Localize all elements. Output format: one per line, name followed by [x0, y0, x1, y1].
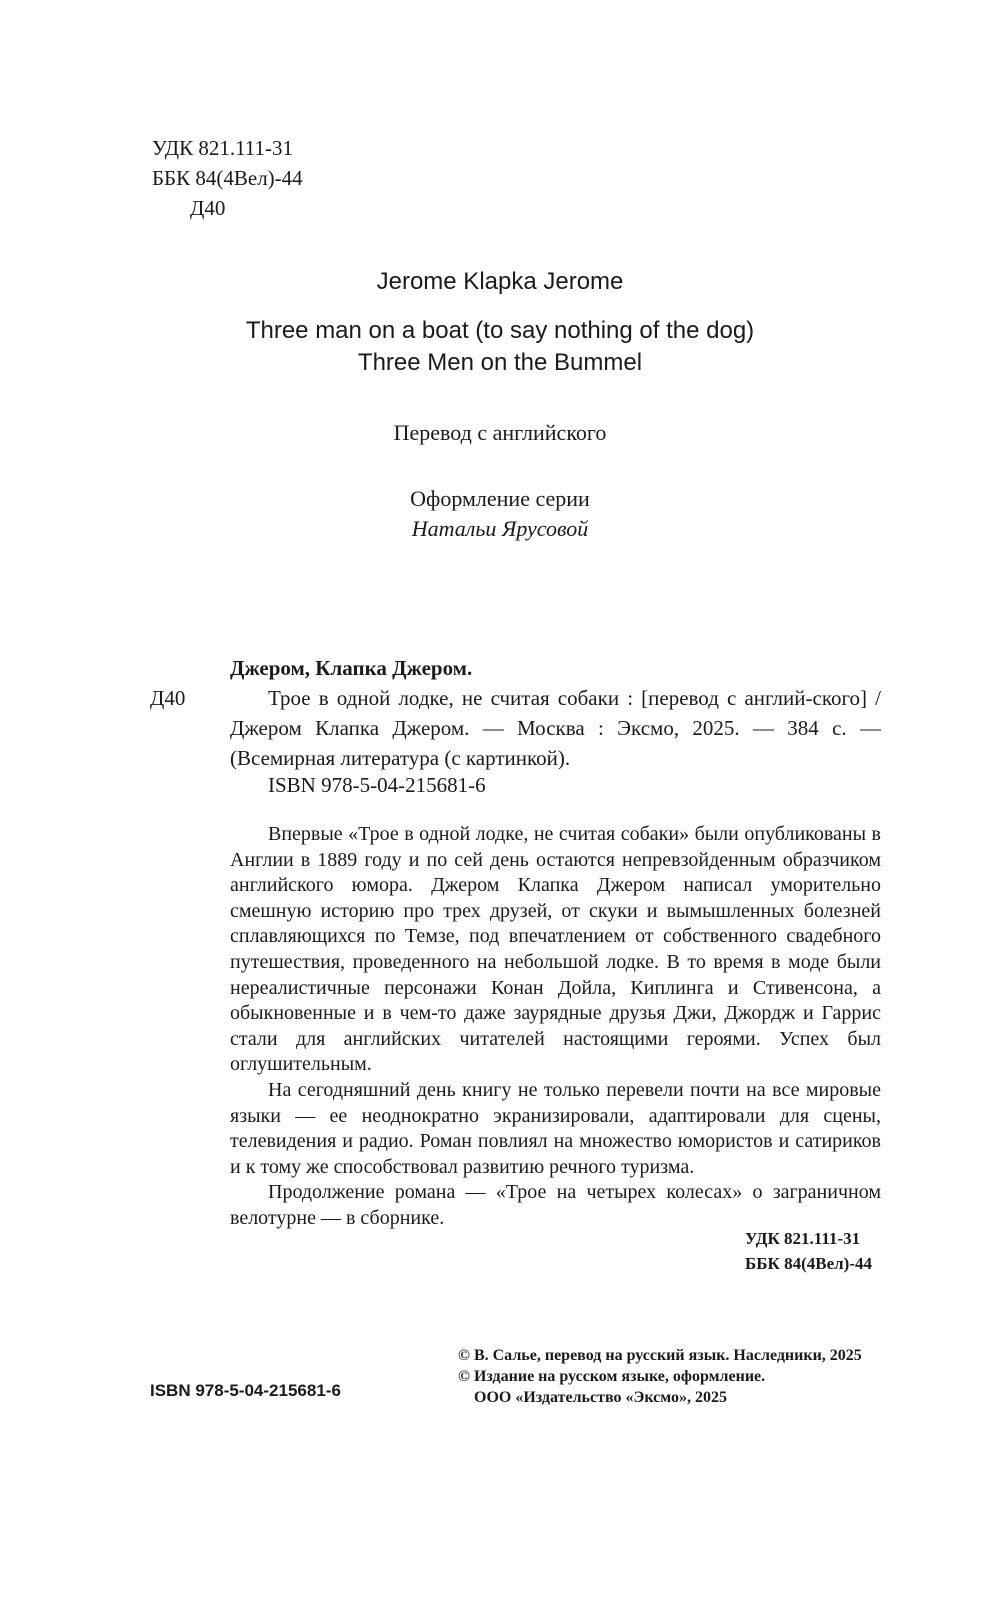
- udk-code-right: УДК 821.111-31: [745, 1229, 861, 1248]
- bbk-code-right: ББК 84(4Вел)-44: [745, 1254, 872, 1273]
- copyright-block: [458, 1345, 862, 1408]
- udk-code: УДК 821.111-31: [152, 136, 294, 160]
- annotation: [230, 822, 881, 1232]
- original-author: Jerome Klapka Jerome: [376, 268, 624, 295]
- bib-description: Трое в одной лодке, не считая собаки : [перевод с англий-ского] / Джером Клапка Джером. — Москва : Эксмо, 2025. — 384 с. — (Всемирная литература (с картинкой).: [230, 686, 881, 770]
- classification-right: [745, 1226, 872, 1276]
- bib-description-block: [230, 683, 881, 773]
- bib-cutter-mark: Д40: [150, 686, 186, 710]
- copyright-line-1: © В. Салье, перевод на русский язык. Наследники, 2025: [458, 1347, 862, 1364]
- bbk-code: ББК 84(4Вел)-44: [152, 166, 303, 190]
- classification-top: [152, 133, 303, 223]
- series-designer-name: Натальи Ярусовой: [411, 516, 589, 541]
- annotation-paragraph-3: Продолжение романа — «Трое на четырех колесах» о заграничном велотурне — в сборнике.: [230, 1181, 881, 1229]
- series-design-label: Оформление серии: [410, 486, 590, 511]
- annotation-paragraph-2: На сегодняшний день книгу не только перевели почти на все мировые языки — ее неоднократно экранизировали, адаптировали для сцены, телевидения и радио. Роман повлиял на множество юмористов и сатириков и к тому же способствовал развитию речного туризма.: [230, 1078, 881, 1178]
- series-design: [150, 484, 850, 544]
- translation-note: Перевод с английского: [393, 420, 607, 445]
- annotation-paragraph-1: Впервые «Трое в одной лодке, не считая собаки» были опубликованы в Англии в 1889 году и по сей день остаются непревзойденным образчиком английского юмора. Джером Клапка Джером написал уморительно смешную историю про трех друзей, от скуки и вымышленных болезней сплавляющихся по Темзе, под впечатлением от собственного свадебного путешествия, проведенного на небольшой лодке. В то время в моде были нереалистичные персонажи Конан Дойла, Киплинга и Стивенсона, а обыкновенные и в чем-то даже заурядные друзья Джи, Джордж и Гаррис стали для английских читателей настоящими героями. Успех был оглушительным.: [230, 823, 881, 1076]
- original-title-2: Three Men on the Bummel: [357, 349, 643, 376]
- bib-heading: Джером, Клапка Джером.: [230, 656, 473, 680]
- copyright-line-3: ООО «Издательство «Эксмо», 2025: [474, 1389, 727, 1406]
- original-title-1: Three man on a boat (to say nothing of the dog): [245, 317, 755, 344]
- bib-isbn: ISBN 978-5-04-215681-6: [268, 773, 486, 797]
- isbn-bottom: ISBN 978-5-04-215681-6: [150, 1381, 341, 1400]
- cutter-mark: Д40: [190, 196, 226, 220]
- original-titles: [150, 315, 850, 379]
- copyright-line-2: © Издание на русском языке, оформление.: [458, 1368, 766, 1385]
